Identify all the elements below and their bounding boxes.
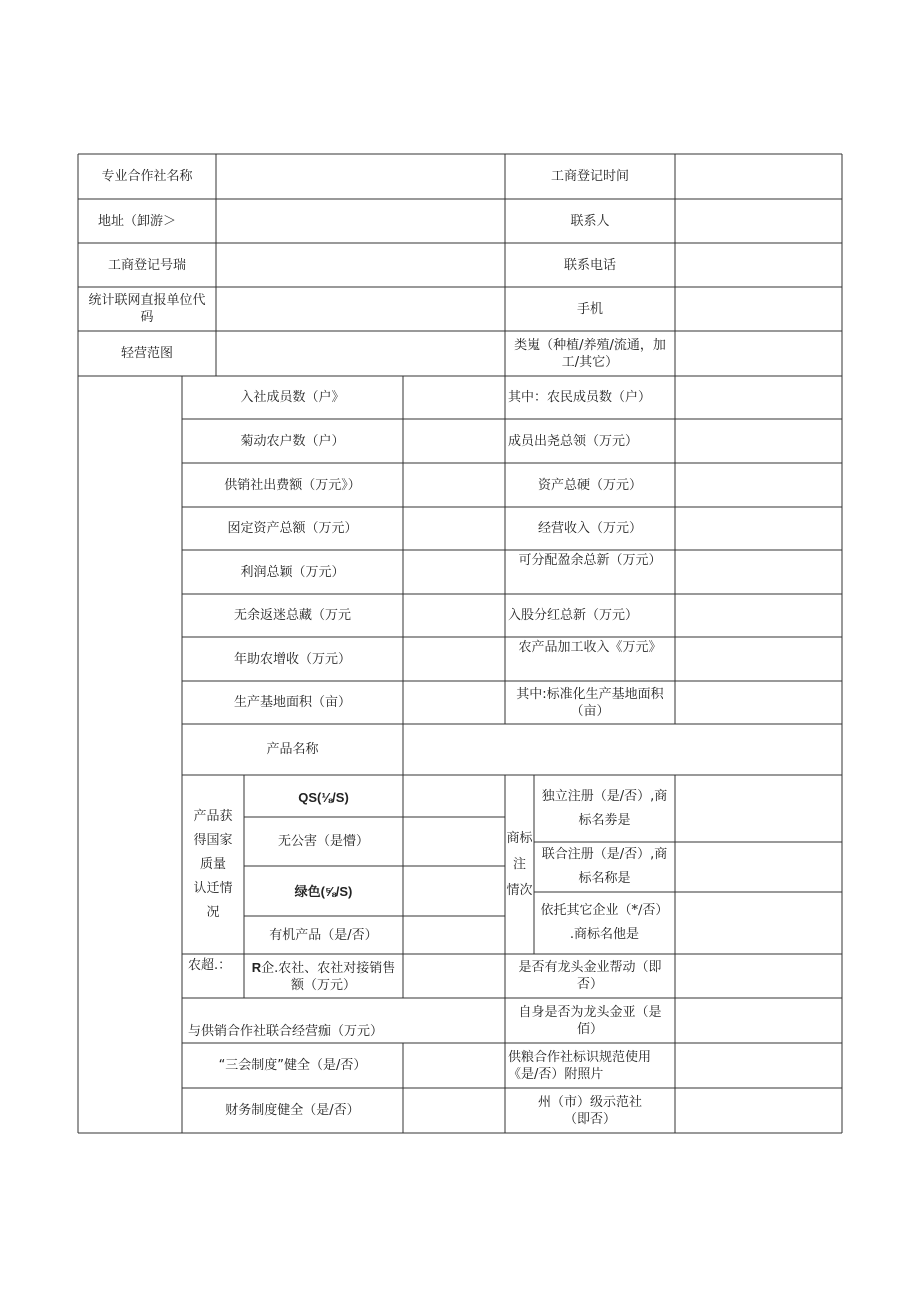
field-address[interactable] — [216, 199, 505, 243]
label-category-line1: 类嵬（种植/养殖/流通，加 — [514, 337, 666, 353]
label-demo-coop-line1: 州（市）级示范社 — [537, 1094, 642, 1110]
label-tm-rely-line2: .商标名他是 — [569, 927, 640, 942]
label-member-contrib: 成员出尧总领（万元） — [508, 433, 639, 449]
label-category-line2: 工/其它） — [561, 354, 619, 370]
label-tm-indep-line1: 独立注册（是/否）,商 — [541, 788, 668, 804]
label-tm-rely — [534, 892, 675, 954]
label-is-dragon-line2: 佰） — [576, 1021, 603, 1037]
label-dragon-help-line2: 否） — [576, 977, 603, 992]
field-members[interactable] — [403, 376, 505, 419]
field-joint-op[interactable] — [403, 998, 505, 1043]
label-base-area: 生产基地面积（亩） — [233, 695, 351, 710]
field-reg-time[interactable] — [675, 154, 842, 199]
field-driven-farmers[interactable] — [403, 419, 505, 463]
label-trademark-line2: 注 — [512, 856, 526, 872]
label-cert-line2: 得国家 — [193, 832, 233, 848]
label-logo-use — [505, 1043, 675, 1088]
label-stat-code-line2: 码 — [140, 310, 154, 325]
label-processing-income: 农产品加工收入《万元》 — [518, 640, 662, 655]
field-green[interactable] — [403, 866, 505, 916]
label-dragon-help-line1: 是否有龙头金业帮动（即 — [518, 960, 662, 975]
label-reg-time: 工商登记时间 — [550, 169, 629, 184]
field-supply-contrib[interactable] — [403, 463, 505, 507]
label-cert-line5: 况 — [206, 904, 220, 920]
label-stat-code-line1: 统计联网直报单位代 — [88, 293, 206, 308]
field-tm-joint[interactable] — [675, 842, 842, 892]
label-trademark-line3: 情次 — [506, 882, 533, 898]
field-total-assets[interactable] — [675, 463, 842, 507]
label-scope: 轻营范图 — [120, 346, 173, 361]
field-tm-rely[interactable] — [675, 892, 842, 954]
field-is-dragon[interactable] — [675, 998, 842, 1043]
label-std-base-line1: 其中:标准化生产基地面积 — [516, 686, 664, 702]
label-tm-joint-line2: 标名称是 — [578, 871, 631, 886]
field-demo-coop[interactable] — [675, 1088, 842, 1133]
field-product-name[interactable] — [403, 724, 842, 775]
label-cert-line4: 认迁情 — [193, 880, 233, 896]
field-profit[interactable] — [403, 550, 505, 594]
label-mobile: 手机 — [576, 301, 603, 317]
label-tm-joint — [534, 842, 675, 892]
label-trademark — [505, 775, 534, 954]
label-wugonghai: 无公害（是懵） — [277, 834, 369, 849]
label-product-name: 产品名称 — [266, 742, 319, 757]
label-demo-coop-line2: （即否） — [563, 1111, 616, 1127]
label-supply-contrib: 供销社出费额（万元》） — [224, 477, 361, 493]
label-cert — [182, 775, 244, 954]
label-dragon-help — [505, 954, 675, 998]
label-tm-rely-line1: 依托其它企业（*/否） — [540, 903, 669, 918]
label-profit: 利润总颖（万元） — [240, 564, 345, 580]
field-processing-income[interactable] — [675, 637, 842, 681]
field-nongchao-sales[interactable] — [403, 954, 505, 998]
label-cert-line3: 质量 — [199, 856, 226, 872]
field-dividend[interactable] — [675, 594, 842, 637]
label-qs: QS(⅛/S) — [298, 790, 349, 805]
field-base-area[interactable] — [403, 681, 505, 724]
field-stat-code[interactable] — [216, 287, 505, 331]
label-tm-indep-line2: 标名劵是 — [578, 812, 631, 828]
field-mobile[interactable] — [675, 287, 842, 331]
field-three-meetings[interactable] — [403, 1043, 505, 1088]
label-income-help: 年助农增收（万元） — [233, 651, 351, 667]
label-tm-indep — [534, 775, 675, 842]
label-cert-line1: 产品获 — [193, 808, 233, 824]
field-qs[interactable] — [403, 775, 505, 817]
field-dragon-help[interactable] — [675, 954, 842, 998]
field-fixed-assets[interactable] — [403, 507, 505, 550]
label-contact: 联系人 — [570, 213, 610, 229]
label-driven-farmers: 菊动农户数（户） — [240, 433, 345, 449]
label-green: 绿色(⅝/S) — [294, 883, 353, 899]
label-std-base-line2: （亩） — [570, 703, 610, 719]
label-nongchao-sales-text: 企.农社、农社对接销售 — [261, 960, 396, 976]
label-coop-name: 专业合作社名称 — [101, 169, 193, 184]
field-category[interactable] — [675, 331, 842, 376]
label-nongchao-sales-line2: 额（万元） — [290, 977, 356, 993]
label-trademark-line1: 商标 — [506, 830, 533, 846]
field-member-contrib[interactable] — [675, 419, 842, 463]
label-std-base — [505, 681, 675, 724]
label-logo-use-line1: 供粮合作社标识规范使用 — [508, 1049, 652, 1065]
field-organic[interactable] — [403, 916, 505, 954]
field-distributable[interactable] — [675, 550, 842, 594]
label-is-dragon-line1: 自身是否为龙头金亚（是 — [518, 1004, 662, 1020]
label-joint-op: 与供销合作社联合经营痂（万元） — [188, 1024, 384, 1039]
field-finance[interactable] — [403, 1088, 505, 1133]
field-std-base[interactable] — [675, 681, 842, 724]
field-phone[interactable] — [675, 243, 842, 287]
label-stat-code — [78, 287, 216, 331]
label-logo-use-line2: 《是/否）附照片 — [508, 1066, 604, 1082]
field-farmer-members[interactable] — [675, 376, 842, 419]
label-organic: 有机产品（是/否） — [269, 927, 378, 943]
label-three-meetings: “三会制度”健全（是/否） — [218, 1058, 367, 1073]
label-dividend: 入股分红总新（万元） — [508, 608, 639, 623]
label-phone: 联系电话 — [563, 257, 616, 273]
label-revenue: 经营收入（万元） — [537, 521, 642, 536]
label-category — [505, 331, 675, 376]
label-members: 入社成员数（户》 — [240, 390, 345, 405]
label-demo-coop — [505, 1088, 675, 1133]
label-is-dragon — [505, 998, 675, 1043]
label-finance: 财务制度健全（是/否） — [225, 1103, 360, 1118]
label-nongchao: 农超.： — [188, 958, 232, 973]
label-nongchao-sales-line1 — [252, 959, 396, 977]
field-income-help[interactable] — [403, 637, 505, 681]
field-revenue[interactable] — [675, 507, 842, 550]
label-fixed-assets: 囡定资产总额（万元） — [227, 521, 358, 536]
field-reg-no[interactable] — [216, 243, 505, 287]
label-nongchao-sales-prefix: R — [251, 959, 262, 975]
label-reg-no: 工商登记号瑞 — [107, 257, 186, 273]
label-distributable: 可分配盈余总新（万元） — [518, 553, 662, 568]
field-tm-indep[interactable] — [675, 775, 842, 842]
label-farmer-members: 其中：农民成员数（户） — [508, 390, 652, 405]
label-rebate: 无余返迷总藏（万元 — [233, 608, 351, 623]
field-wugonghai[interactable] — [403, 817, 505, 866]
field-logo-use[interactable] — [675, 1043, 842, 1088]
label-nongchao-sales — [244, 954, 403, 998]
label-total-assets: 资产总硬（万元） — [537, 477, 642, 493]
field-scope[interactable] — [216, 331, 505, 376]
field-contact[interactable] — [675, 199, 842, 243]
field-rebate[interactable] — [403, 594, 505, 637]
field-coop-name[interactable] — [216, 154, 505, 199]
label-address: 地址（卸游＞ — [98, 213, 177, 229]
label-tm-joint-line1: 联合注册（是/否）,商 — [541, 847, 668, 862]
